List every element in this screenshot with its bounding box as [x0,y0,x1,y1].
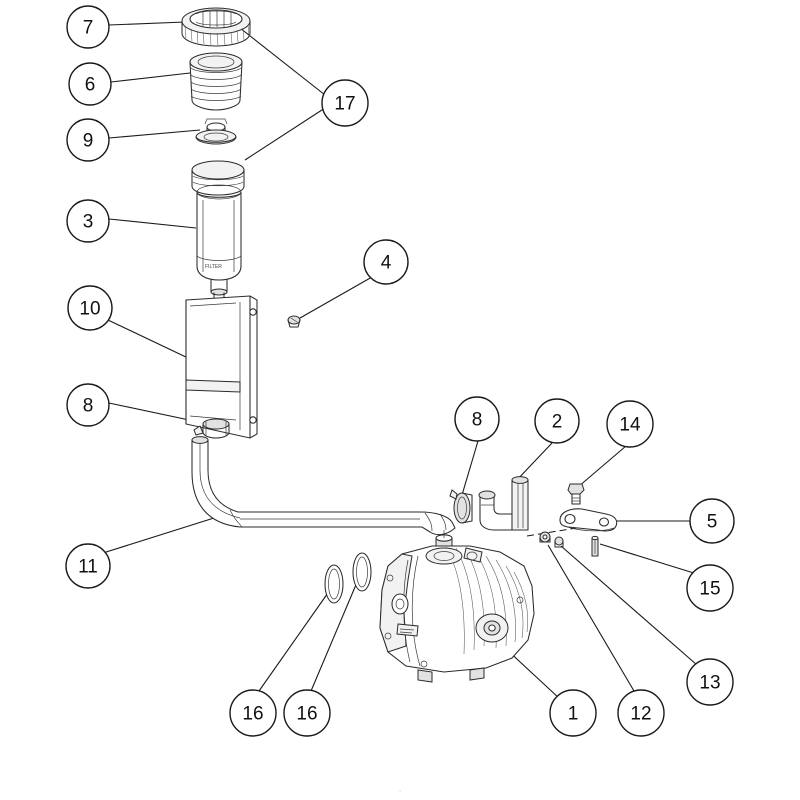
part-transmission-housing [380,530,534,682]
callout-17[interactable] [322,80,368,126]
callout-6-label: 6 [84,74,96,96]
callout-8-lower-label: 8 [471,409,483,431]
leader-10 [108,320,188,358]
leader-8b [462,441,478,495]
leader-9 [109,130,200,138]
callout-3-label: 3 [82,211,94,233]
callout-7[interactable] [67,6,109,48]
leader-16a [259,590,330,691]
callout-15[interactable] [687,565,733,611]
callout-4[interactable] [364,240,408,284]
callout-11[interactable] [66,544,110,588]
part-hose [192,437,455,535]
leader-12 [548,545,634,691]
leader-17b [245,108,325,160]
callout-12-label: 12 [630,703,652,725]
callout-13[interactable] [687,659,733,705]
callout-4-label: 4 [380,252,392,274]
part-valve-insert [196,119,236,144]
callout-14-label: 14 [619,414,641,436]
callout-12[interactable] [618,690,664,736]
callout-2[interactable] [535,399,579,443]
part-mounting-bracket [186,296,257,438]
callout-16-left[interactable] [230,690,276,736]
callout-5-label: 5 [706,511,718,533]
callout-16-left-label: 16 [242,703,264,725]
callout-10[interactable] [68,286,112,330]
callout-1-label: 1 [567,703,579,725]
callout-7-label: 7 [82,17,94,39]
callout-2-label: 2 [551,411,563,433]
callout-9-label: 9 [82,130,94,152]
callout-8-lower[interactable] [455,397,499,441]
part-link-plate [560,509,617,531]
leader-3 [109,219,196,228]
leader-13 [561,546,697,665]
callout-10-label: 10 [79,298,101,320]
callout-17-label: 17 [334,93,356,115]
callout-15-label: 15 [699,578,721,600]
part-bolt [568,484,584,504]
footer-mark: · [398,788,402,795]
callout-8-upper[interactable] [67,384,109,426]
callout-16-right-label: 16 [296,703,318,725]
part-elbow-fitting [479,477,528,530]
leader-14 [578,446,626,487]
callout-11-label: 11 [78,556,98,578]
callout-5[interactable] [690,499,734,543]
callout-16-right[interactable] [284,690,330,736]
part-stud [555,537,563,547]
callout-8-upper-label: 8 [82,395,94,417]
callout-6[interactable] [69,63,111,105]
svg-text:FILTER: FILTER [205,264,222,270]
part-washer [540,532,550,542]
leader-7 [109,22,185,25]
part-filler-cap [182,8,250,46]
part-screw [288,316,300,327]
callout-13-label: 13 [699,672,721,694]
part-roll-pin [592,536,598,556]
leader-4 [300,277,372,318]
part-clamp-lower [450,490,472,523]
callout-9[interactable] [67,119,109,161]
callout-14[interactable] [607,401,653,447]
leader-6 [111,73,190,82]
callout-1[interactable] [550,690,596,736]
neck-threads [191,68,241,101]
part-filter-canister [192,161,244,300]
leader-15 [600,544,697,574]
part-threaded-neck [190,53,242,110]
callout-3[interactable] [67,200,109,242]
leader-17a [240,28,325,95]
part-o-rings [325,553,371,603]
